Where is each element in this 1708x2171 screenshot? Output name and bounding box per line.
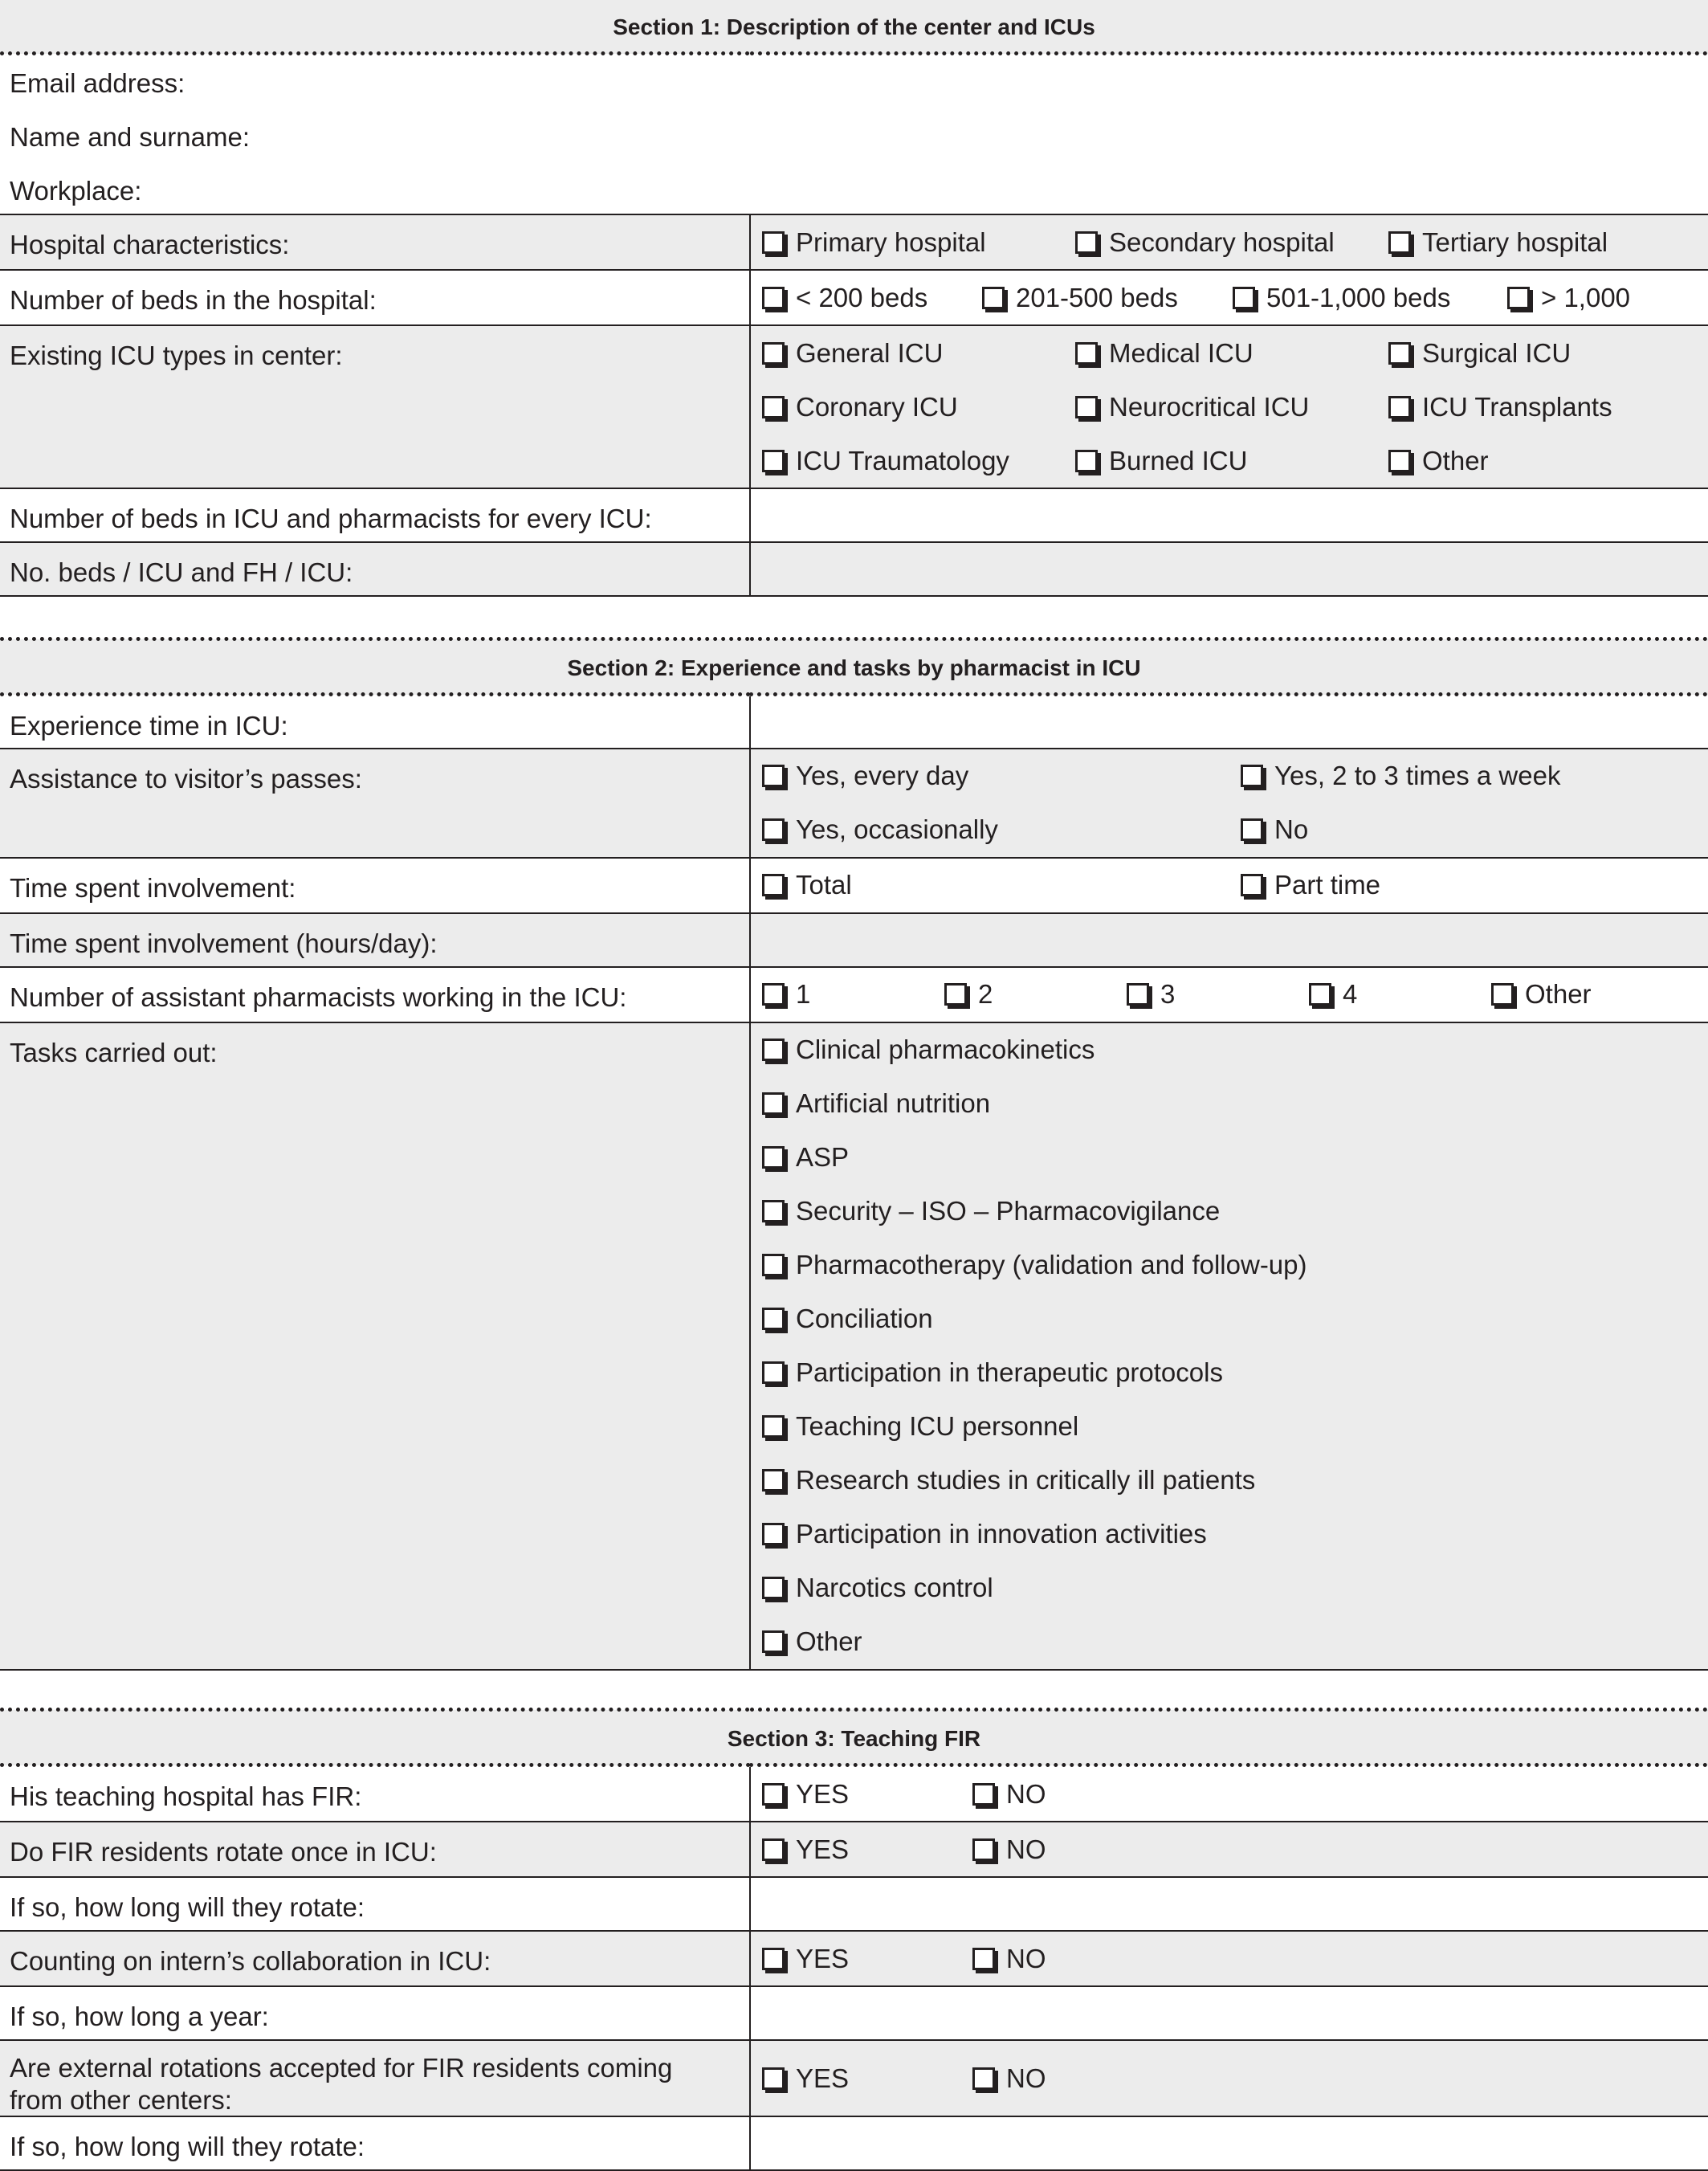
checkbox-icon [1241, 874, 1263, 896]
hours-per-day-label: Time spent involvement (hours/day): [0, 913, 750, 967]
checkbox-icon [1388, 396, 1411, 418]
hospital-characteristics-label: Hospital characteristics: [0, 214, 750, 270]
checkbox-icon [762, 1254, 785, 1276]
checkbox-icon [762, 874, 785, 896]
hospital-beds-options [750, 270, 1708, 325]
checkbox-external-yes[interactable]: YES [762, 2051, 972, 2105]
section-3-table [0, 1708, 1708, 2171]
checkbox-icon [762, 1783, 785, 1806]
assistant-pharmacists-options [750, 967, 1708, 1022]
checkbox-icon [944, 983, 967, 1006]
teaching-hospital-fir-label: His teaching hospital has FIR: [10, 1781, 362, 1811]
checkbox-icon [762, 765, 785, 787]
icu-types-options [750, 325, 1708, 488]
time-involvement-label: Time spent involvement: [0, 858, 750, 913]
checkbox-task-narcotics[interactable]: Narcotics control [762, 1561, 1708, 1615]
checkbox-intern-no[interactable]: NO [972, 1932, 1046, 1985]
assistant-pharmacists-label: Number of assistant pharmacists working in the ICU: [0, 967, 750, 1022]
checkbox-icon [762, 1415, 785, 1438]
checkbox-assistants-other[interactable]: Other [1491, 968, 1592, 1022]
checkbox-icu-traumatology[interactable]: ICU Traumatology [762, 434, 1075, 488]
checkbox-icon [1233, 287, 1255, 309]
checkbox-task-pharmacotherapy[interactable]: Pharmacotherapy (validation and follow-up) [762, 1239, 1708, 1292]
intern-length-label: If so, how long a year: [0, 1986, 750, 2040]
hospital-beds-label: Number of beds in the hospital: [0, 270, 750, 325]
checkbox-icon [762, 287, 785, 309]
section-3-title: Section 3: Teaching FIR [0, 1710, 1708, 1765]
external-rotation-length-field[interactable] [750, 2116, 1708, 2170]
checkbox-beds-over-1000[interactable]: > 1,000 [1507, 271, 1630, 324]
checkbox-primary-hospital[interactable]: Primary hospital [762, 215, 1075, 269]
beds-fh-per-icu-label: No. beds / ICU and FH / ICU: [0, 542, 750, 596]
rotation-length-field[interactable] [750, 1877, 1708, 1931]
external-rotation-length-label: If so, how long will they rotate: [0, 2116, 750, 2170]
external-rotations-options [750, 2040, 1708, 2116]
checkbox-icon [762, 396, 785, 418]
email-label: Email address: [10, 68, 185, 98]
checkbox-icon [762, 1092, 785, 1115]
checkbox-yes-occasionally[interactable]: Yes, occasionally [762, 803, 1241, 857]
checkbox-yes-every-day[interactable]: Yes, every day [762, 749, 1241, 803]
checkbox-icon [762, 1838, 785, 1861]
checkbox-icon [1075, 231, 1098, 254]
checkbox-icon [762, 1523, 785, 1545]
checkbox-fir-yes[interactable]: YES [762, 1767, 972, 1821]
checkbox-icon [762, 1630, 785, 1653]
checkbox-neurocritical-icu[interactable]: Neurocritical ICU [1075, 380, 1388, 434]
checkbox-task-nutrition[interactable]: Artificial nutrition [762, 1077, 1708, 1131]
beds-icu-pharmacists-label: Number of beds in ICU and pharmacists for every ICU: [0, 488, 750, 542]
checkbox-medical-icu[interactable]: Medical ICU [1075, 326, 1388, 380]
checkbox-beds-under-200[interactable]: < 200 beds [762, 271, 982, 324]
intern-collaboration-label: Counting on intern’s collaboration in ICU: [0, 1931, 750, 1986]
section-2-title: Section 2: Experience and tasks by pharmacist in ICU [0, 639, 1708, 695]
checkbox-icon [762, 1039, 785, 1061]
intern-collaboration-options [750, 1931, 1708, 1986]
visitor-passes-label: Assistance to visitor’s passes: [0, 749, 750, 858]
checkbox-part-time[interactable]: Part time [1241, 859, 1380, 912]
checkbox-assistants-3[interactable]: 3 [1127, 968, 1309, 1022]
fir-rotate-label: Do FIR residents rotate once in ICU: [0, 1822, 750, 1877]
checkbox-icon [762, 1361, 785, 1384]
checkbox-icon [762, 2067, 785, 2090]
checkbox-general-icu[interactable]: General ICU [762, 326, 1075, 380]
checkbox-task-innovation[interactable]: Participation in innovation activities [762, 1508, 1708, 1561]
experience-time-label: Experience time in ICU: [10, 711, 288, 741]
hours-per-day-field[interactable] [750, 913, 1708, 967]
checkbox-icon [972, 1838, 995, 1861]
checkbox-icu-transplants[interactable]: ICU Transplants [1388, 380, 1612, 434]
checkbox-icon [1075, 450, 1098, 472]
time-involvement-options [750, 858, 1708, 913]
checkbox-icon [762, 1469, 785, 1492]
checkbox-secondary-hospital[interactable]: Secondary hospital [1075, 215, 1388, 269]
checkbox-icon [1507, 287, 1530, 309]
checkbox-icon [762, 1200, 785, 1222]
checkbox-visitor-no[interactable]: No [1241, 803, 1308, 857]
checkbox-icon [762, 983, 785, 1006]
checkbox-icon [762, 818, 785, 841]
section-2-table [0, 637, 1708, 1671]
checkbox-icon [972, 2067, 995, 2090]
checkbox-assistants-1[interactable]: 1 [762, 968, 944, 1022]
checkbox-task-protocols[interactable]: Participation in therapeutic protocols [762, 1346, 1708, 1400]
checkbox-tertiary-hospital[interactable]: Tertiary hospital [1388, 215, 1608, 269]
checkbox-task-research[interactable]: Research studies in critically ill patients [762, 1454, 1708, 1508]
checkbox-icon [1388, 450, 1411, 472]
checkbox-icon [762, 450, 785, 472]
checkbox-icon [762, 231, 785, 254]
checkbox-icon [1127, 983, 1149, 1006]
checkbox-icon [762, 1948, 785, 1970]
checkbox-icon [1388, 231, 1411, 254]
checkbox-burned-icu[interactable]: Burned ICU [1075, 434, 1388, 488]
checkbox-icon [762, 1308, 785, 1330]
icu-types-label: Existing ICU types in center: [0, 325, 750, 488]
name-label: Name and surname: [10, 122, 250, 152]
checkbox-icon [982, 287, 1005, 309]
checkbox-surgical-icu[interactable]: Surgical ICU [1388, 326, 1571, 380]
checkbox-task-other[interactable]: Other [762, 1615, 1708, 1669]
checkbox-icon [1309, 983, 1331, 1006]
workplace-label: Workplace: [10, 176, 142, 206]
tasks-label: Tasks carried out: [0, 1022, 750, 1670]
visitor-passes-options [750, 749, 1708, 858]
checkbox-task-pharmacokinetics[interactable]: Clinical pharmacokinetics [762, 1023, 1708, 1077]
checkbox-intern-yes[interactable]: YES [762, 1932, 972, 1985]
checkbox-task-asp[interactable]: ASP [762, 1131, 1708, 1185]
section-1-table [0, 0, 1708, 597]
checkbox-rotate-yes[interactable]: YES [762, 1822, 972, 1876]
checkbox-yes-2-3-times-week[interactable]: Yes, 2 to 3 times a week [1241, 749, 1560, 803]
hospital-characteristics-options [750, 214, 1708, 270]
external-rotations-label: Are external rotations accepted for FIR residents coming from other centers: [0, 2040, 750, 2116]
checkbox-beds-201-500[interactable]: 201-500 beds [982, 271, 1233, 324]
checkbox-assistants-2[interactable]: 2 [944, 968, 1127, 1022]
checkbox-icon [762, 342, 785, 365]
checkbox-icon [1388, 342, 1411, 365]
intern-length-field[interactable] [750, 1986, 1708, 2040]
experience-time-field[interactable] [750, 695, 1708, 749]
checkbox-icon [762, 1146, 785, 1169]
checkbox-icu-other[interactable]: Other [1388, 434, 1489, 488]
checkbox-external-no[interactable]: NO [972, 2051, 1046, 2105]
checkbox-icon [972, 1948, 995, 1970]
checkbox-coronary-icu[interactable]: Coronary ICU [762, 380, 1075, 434]
checkbox-task-teaching[interactable]: Teaching ICU personnel [762, 1400, 1708, 1454]
checkbox-task-security[interactable]: Security – ISO – Pharmacovigilance [762, 1185, 1708, 1239]
beds-fh-per-icu-field[interactable] [750, 542, 1708, 596]
rotation-length-label: If so, how long will they rotate: [0, 1877, 750, 1931]
beds-icu-pharmacists-field[interactable] [750, 488, 1708, 542]
checkbox-icon [1075, 396, 1098, 418]
checkbox-icon [1491, 983, 1514, 1006]
checkbox-icon [762, 1577, 785, 1599]
checkbox-fir-no[interactable]: NO [972, 1767, 1046, 1821]
checkbox-icon [1075, 342, 1098, 365]
checkbox-icon [1241, 765, 1263, 787]
checkbox-icon [1241, 818, 1263, 841]
checkbox-beds-501-1000[interactable]: 501-1,000 beds [1233, 271, 1507, 324]
checkbox-rotate-no[interactable]: NO [972, 1822, 1046, 1876]
checkbox-task-conciliation[interactable]: Conciliation [762, 1292, 1708, 1346]
fir-rotate-options [750, 1822, 1708, 1877]
tasks-options [750, 1022, 1708, 1670]
checkbox-icon [972, 1783, 995, 1806]
checkbox-assistants-4[interactable]: 4 [1309, 968, 1491, 1022]
section-1-title: Section 1: Description of the center and ICUs [0, 0, 1708, 54]
teaching-hospital-fir-options [750, 1765, 1708, 1822]
checkbox-total[interactable]: Total [762, 859, 1241, 912]
